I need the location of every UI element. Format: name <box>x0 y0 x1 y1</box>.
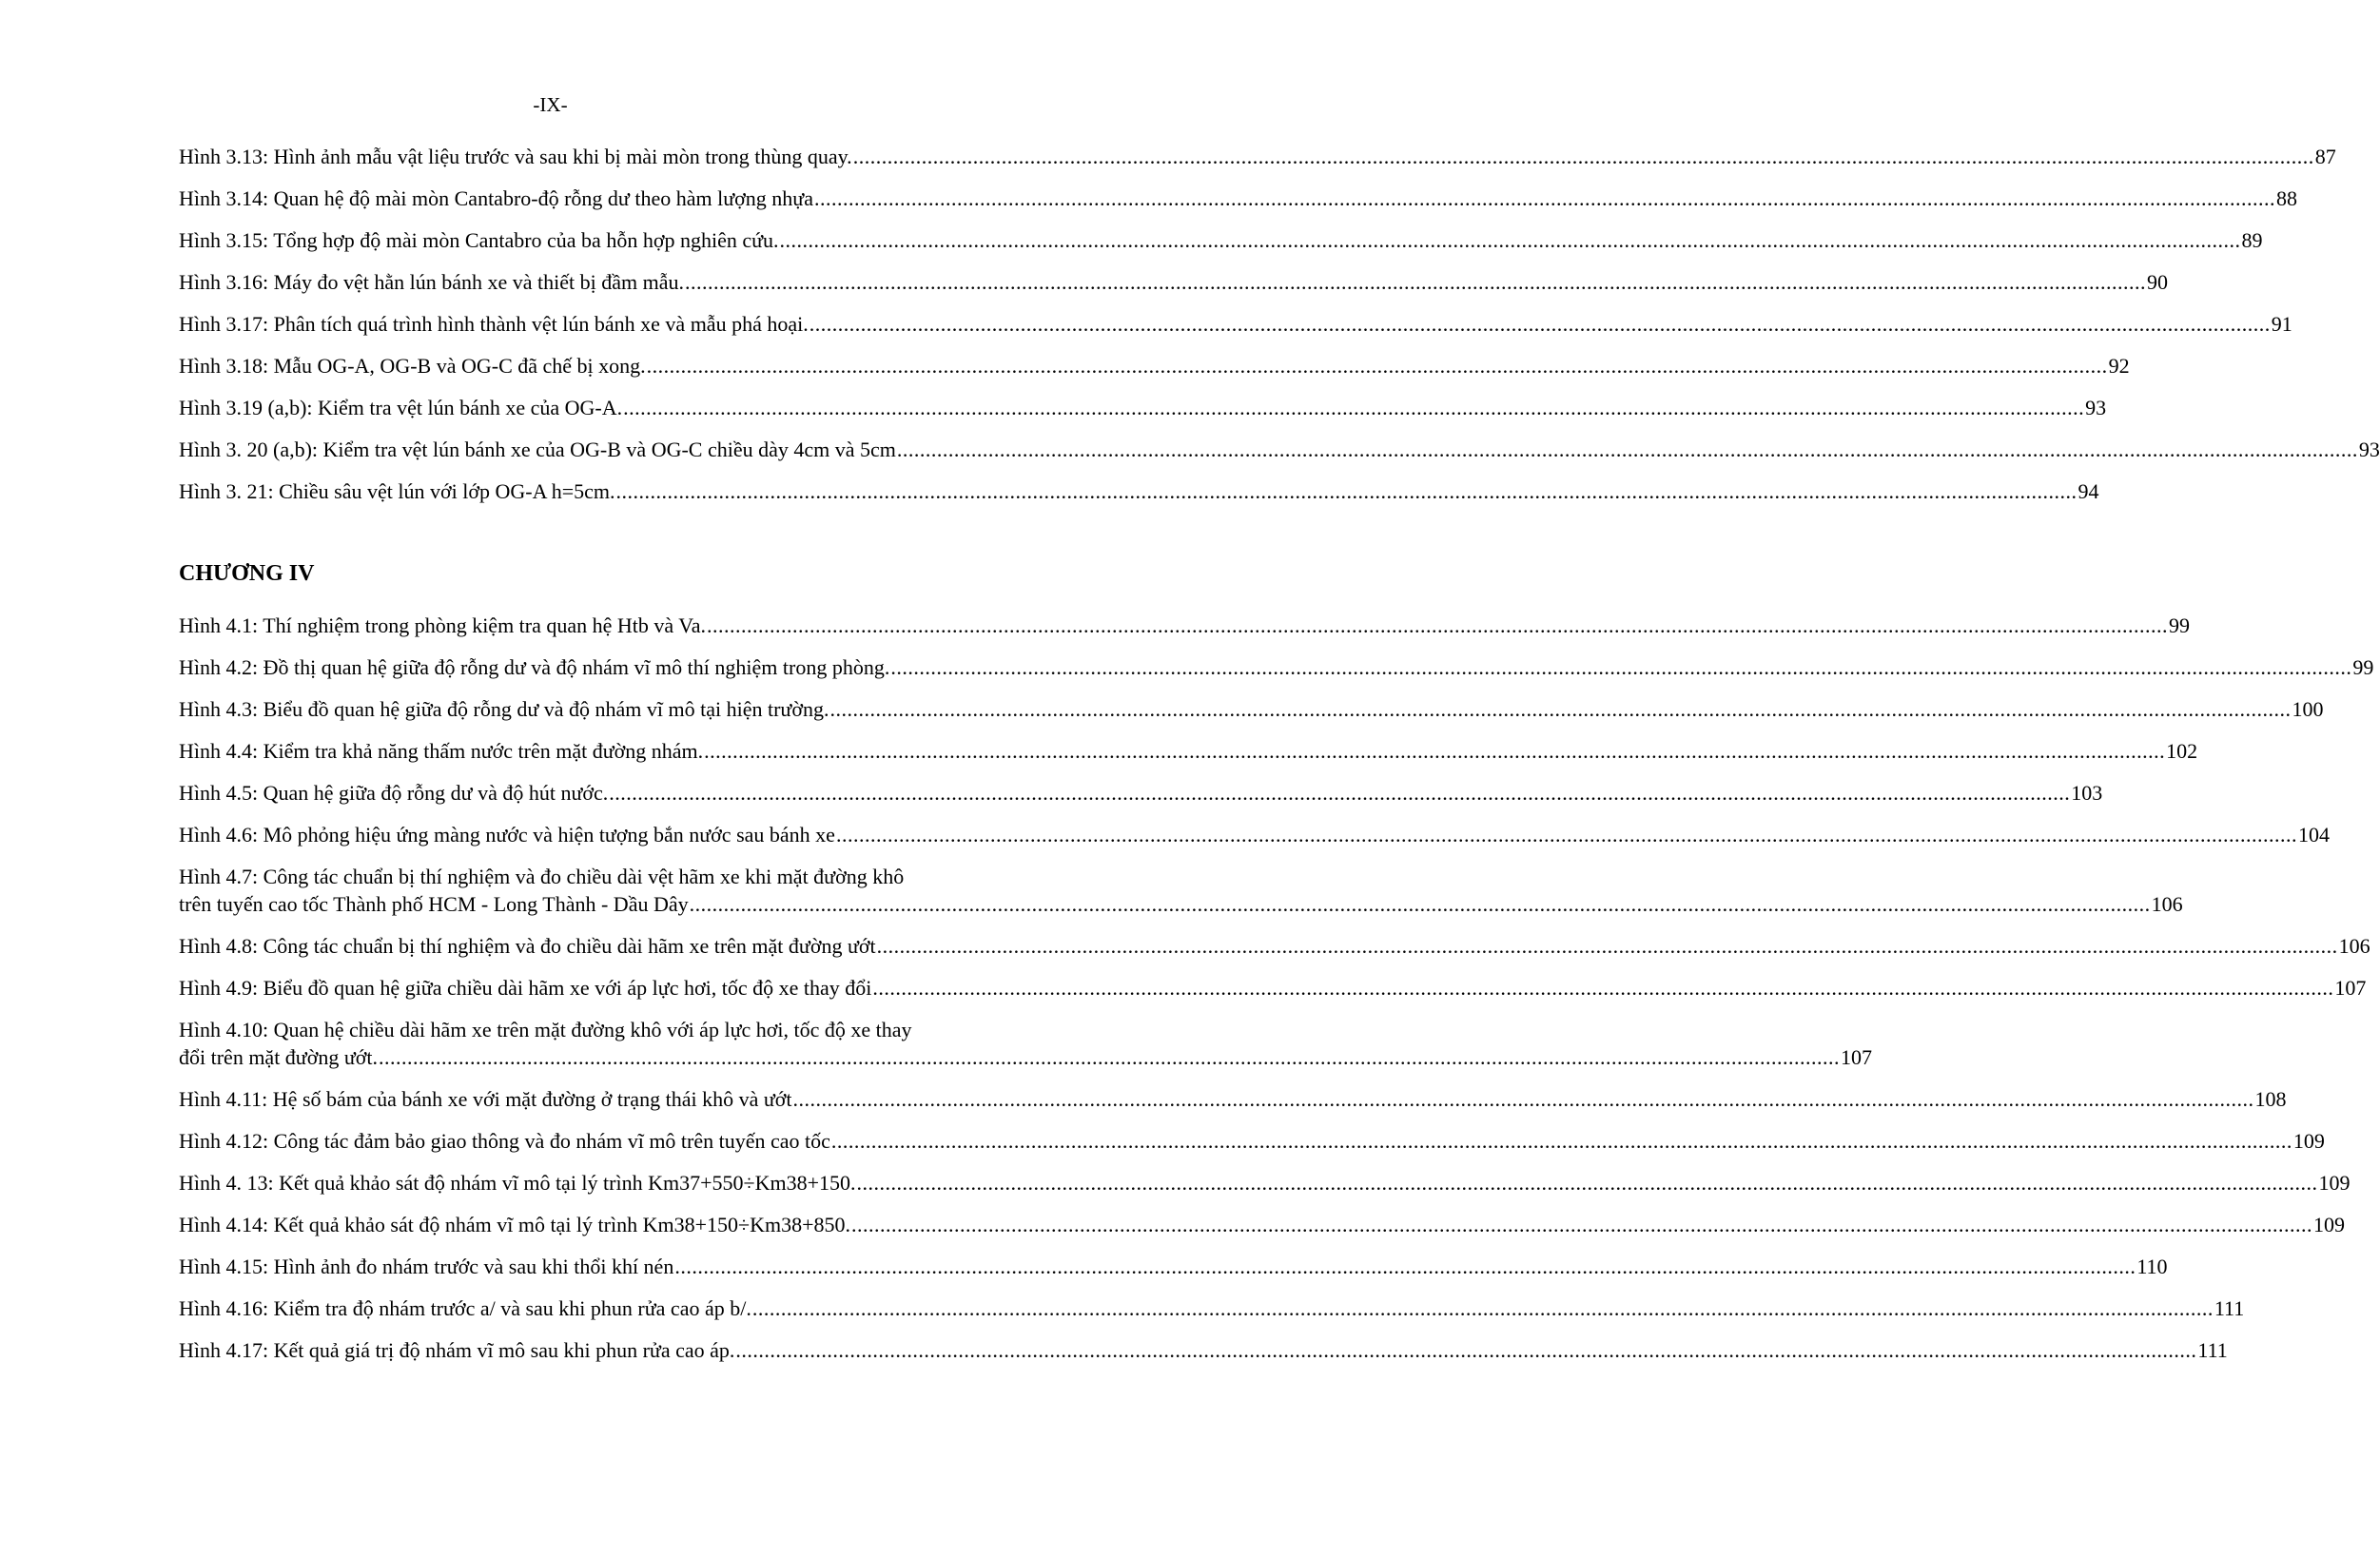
toc-entry <box>179 1336 2228 1364</box>
toc-entry-page: 111 <box>2214 1296 2245 1320</box>
chapter3-figure-list <box>179 143 2380 519</box>
dot-leader <box>623 394 2084 421</box>
chapter4-figure-list <box>179 612 2374 1378</box>
toc-entry-page: 109 <box>2318 1171 2351 1195</box>
toc-entry-text: Hình 4.4: Kiểm tra khả năng thấm nước trên mặt đường nhám. <box>179 739 704 763</box>
toc-entry-page: 94 <box>2078 479 2099 503</box>
toc-entry <box>179 1085 2287 1113</box>
dot-leader <box>831 1127 2292 1155</box>
dot-leader <box>829 695 2291 723</box>
toc-entry-page: 89 <box>2241 228 2263 252</box>
toc-entry-text: Hình 4.17: Kết quả giá trị độ nhám vĩ mô sau khi phun rửa cao áp. <box>179 1338 735 1362</box>
dot-leader <box>897 436 2358 463</box>
toc-entry <box>179 185 2297 212</box>
toc-entry <box>179 821 2330 848</box>
toc-entry-text: Hình 4.1: Thí nghiệm trong phòng kiệm tra quan hệ Htb và Va. <box>179 613 706 637</box>
dot-leader <box>704 737 2165 765</box>
toc-entry-text: Hình 3.17: Phân tích quá trình hình thành vệt lún bánh xe và mẫu phá hoại. <box>179 312 809 336</box>
dot-leader <box>810 310 2271 338</box>
toc-entry <box>179 143 2336 170</box>
toc-entry-page: 108 <box>2254 1087 2287 1111</box>
toc-entry <box>179 1127 2325 1155</box>
toc-entry <box>179 1169 2351 1197</box>
chapter-heading: CHƯƠNG IV <box>179 561 315 586</box>
toc-entry <box>179 352 2130 380</box>
toc-entry-page: 107 <box>1841 1045 1873 1069</box>
toc-entry-text: Hình 3.19 (a,b): Kiểm tra vệt lún bánh xe của OG-A. <box>179 396 623 419</box>
dot-leader <box>814 185 2275 212</box>
toc-entry-page: 87 <box>2314 145 2336 168</box>
toc-entry <box>179 1253 2168 1280</box>
toc-entry-text: Hình 4.2: Đồ thị quan hệ giữa độ rỗng dư và độ nhám vĩ mô thí nghiệm trong phòng. <box>179 655 890 679</box>
toc-entry <box>179 1294 2245 1322</box>
toc-entry <box>179 653 2374 681</box>
toc-entry-text: Hình 4.8: Công tác chuẩn bị thí nghiệm và đo chiều dài hãm xe trên mặt đường ướt <box>179 934 876 958</box>
toc-entry-page: 111 <box>2197 1338 2228 1362</box>
toc-entry <box>179 436 2380 463</box>
toc-entry <box>179 268 2168 296</box>
toc-entry-page: 109 <box>2313 1213 2345 1236</box>
dot-leader <box>857 1169 2318 1197</box>
dot-leader <box>793 1085 2254 1113</box>
toc-entry-page: 107 <box>2334 976 2367 1000</box>
toc-entry <box>179 863 2183 918</box>
dot-leader <box>690 890 2151 918</box>
dot-leader <box>707 612 2168 639</box>
dot-leader <box>609 779 2070 807</box>
dot-leader <box>616 477 2078 505</box>
toc-entry-page: 90 <box>2146 270 2168 294</box>
dot-leader <box>853 143 2314 170</box>
toc-entry <box>179 737 2198 765</box>
toc-entry-text: Hình 3.15: Tổng hợp độ mài mòn Cantabro của ba hỗn hợp nghiên cứu. <box>179 228 779 252</box>
toc-entry-text: Hình 4.16: Kiểm tra độ nhám trước a/ và sau khi phun rửa cao áp b/. <box>179 1296 751 1320</box>
dot-leader <box>877 932 2338 960</box>
dot-leader <box>674 1253 2136 1280</box>
dot-leader <box>752 1294 2214 1322</box>
toc-entry-text: Hình 4.15: Hình ảnh đo nhám trước và sau khi thổi khí nén <box>179 1255 674 1278</box>
toc-entry <box>179 477 2099 505</box>
toc-entry-text: đổi trên mặt đường ướt. <box>179 1045 379 1069</box>
toc-entry-text: Hình 4.14: Kết quả khảo sát độ nhám vĩ mô tại lý trình Km38+150÷Km38+850. <box>179 1213 850 1236</box>
toc-entry-page: 102 <box>2166 739 2198 763</box>
page-number: -IX- <box>533 93 568 116</box>
toc-entry <box>179 974 2367 1002</box>
toc-entry-text: Hình 3. 21: Chiều sâu vệt lún với lớp OG-A h=5cm. <box>179 479 615 503</box>
toc-entry-page: 93 <box>2085 396 2107 419</box>
dot-leader <box>379 1043 1840 1071</box>
toc-entry-text: Hình 4.5: Quan hệ giữa độ rỗng dư và độ hút nước. <box>179 781 609 805</box>
dot-leader <box>685 268 2146 296</box>
dot-leader <box>851 1211 2312 1238</box>
toc-entry-text: Hình 3. 20 (a,b): Kiểm tra vệt lún bánh xe của OG-B và OG-C chiều dày 4cm và 5cm <box>179 438 896 461</box>
toc-entry <box>179 779 2103 807</box>
toc-entry-text-line1: Hình 4.10: Quan hệ chiều dài hãm xe trên mặt đường khô với áp lực hơi, tốc độ xe thay <box>179 1018 912 1041</box>
dot-leader <box>872 974 2333 1002</box>
toc-entry-page: 109 <box>2292 1129 2325 1153</box>
toc-entry-text: Hình 3.13: Hình ảnh mẫu vật liệu trước và sau khi bị mài mòn trong thùng quay. <box>179 145 852 168</box>
toc-entry-text: trên tuyến cao tốc Thành phố HCM - Long Thành - Dầu Dây <box>179 892 689 916</box>
toc-entry-page: 88 <box>2275 186 2297 210</box>
toc-entry <box>179 932 2370 960</box>
toc-entry <box>179 394 2107 421</box>
toc-entry-text: Hình 4.11: Hệ số bám của bánh xe với mặt đường ở trạng thái khô và ướt <box>179 1087 792 1111</box>
toc-entry-page: 91 <box>2271 312 2292 336</box>
toc-entry-page: 106 <box>2151 892 2183 916</box>
toc-entry-text: Hình 4.12: Công tác đảm bảo giao thông và đo nhám vĩ mô trên tuyến cao tốc <box>179 1129 830 1153</box>
toc-entry <box>179 310 2292 338</box>
dot-leader <box>647 352 2108 380</box>
dot-leader <box>780 226 2241 254</box>
toc-entry-page: 110 <box>2136 1255 2168 1278</box>
toc-entry <box>179 612 2190 639</box>
toc-entry-page: 93 <box>2358 438 2380 461</box>
toc-entry-text: Hình 3.16: Máy đo vệt hằn lún bánh xe và thiết bị đầm mẫu. <box>179 270 684 294</box>
toc-entry-page: 100 <box>2292 697 2324 721</box>
toc-entry-page: 104 <box>2297 823 2330 847</box>
dot-leader <box>890 653 2351 681</box>
toc-entry <box>179 695 2324 723</box>
dot-leader <box>735 1336 2196 1364</box>
toc-entry <box>179 226 2263 254</box>
toc-entry <box>179 1016 1873 1071</box>
toc-entry <box>179 1211 2345 1238</box>
toc-entry-text: Hình 4.3: Biểu đồ quan hệ giữa độ rỗng dư và độ nhám vĩ mô tại hiện trường. <box>179 697 829 721</box>
toc-entry-text: Hình 4. 13: Kết quả khảo sát độ nhám vĩ mô tại lý trình Km37+550÷Km38+150. <box>179 1171 856 1195</box>
toc-entry-text-line1: Hình 4.7: Công tác chuẩn bị thí nghiệm và đo chiều dài vệt hãm xe khi mặt đường khô <box>179 865 905 888</box>
toc-entry-text: Hình 3.18: Mẫu OG-A, OG-B và OG-C đã chế bị xong. <box>179 354 646 378</box>
toc-entry-text: Hình 4.9: Biểu đồ quan hệ giữa chiều dài hãm xe với áp lực hơi, tốc độ xe thay đổi <box>179 976 872 1000</box>
toc-entry-page: 106 <box>2338 934 2370 958</box>
toc-entry-page: 103 <box>2071 781 2103 805</box>
toc-entry-text: Hình 3.14: Quan hệ độ mài mòn Cantabro-độ rỗng dư theo hàm lượng nhựa <box>179 186 813 210</box>
toc-entry-text: Hình 4.6: Mô phỏng hiệu ứng màng nước và hiện tượng bắn nước sau bánh xe <box>179 823 835 847</box>
toc-entry-page: 99 <box>2352 655 2374 679</box>
toc-entry-page: 92 <box>2108 354 2130 378</box>
toc-entry-page: 99 <box>2169 613 2190 637</box>
dot-leader <box>836 821 2297 848</box>
